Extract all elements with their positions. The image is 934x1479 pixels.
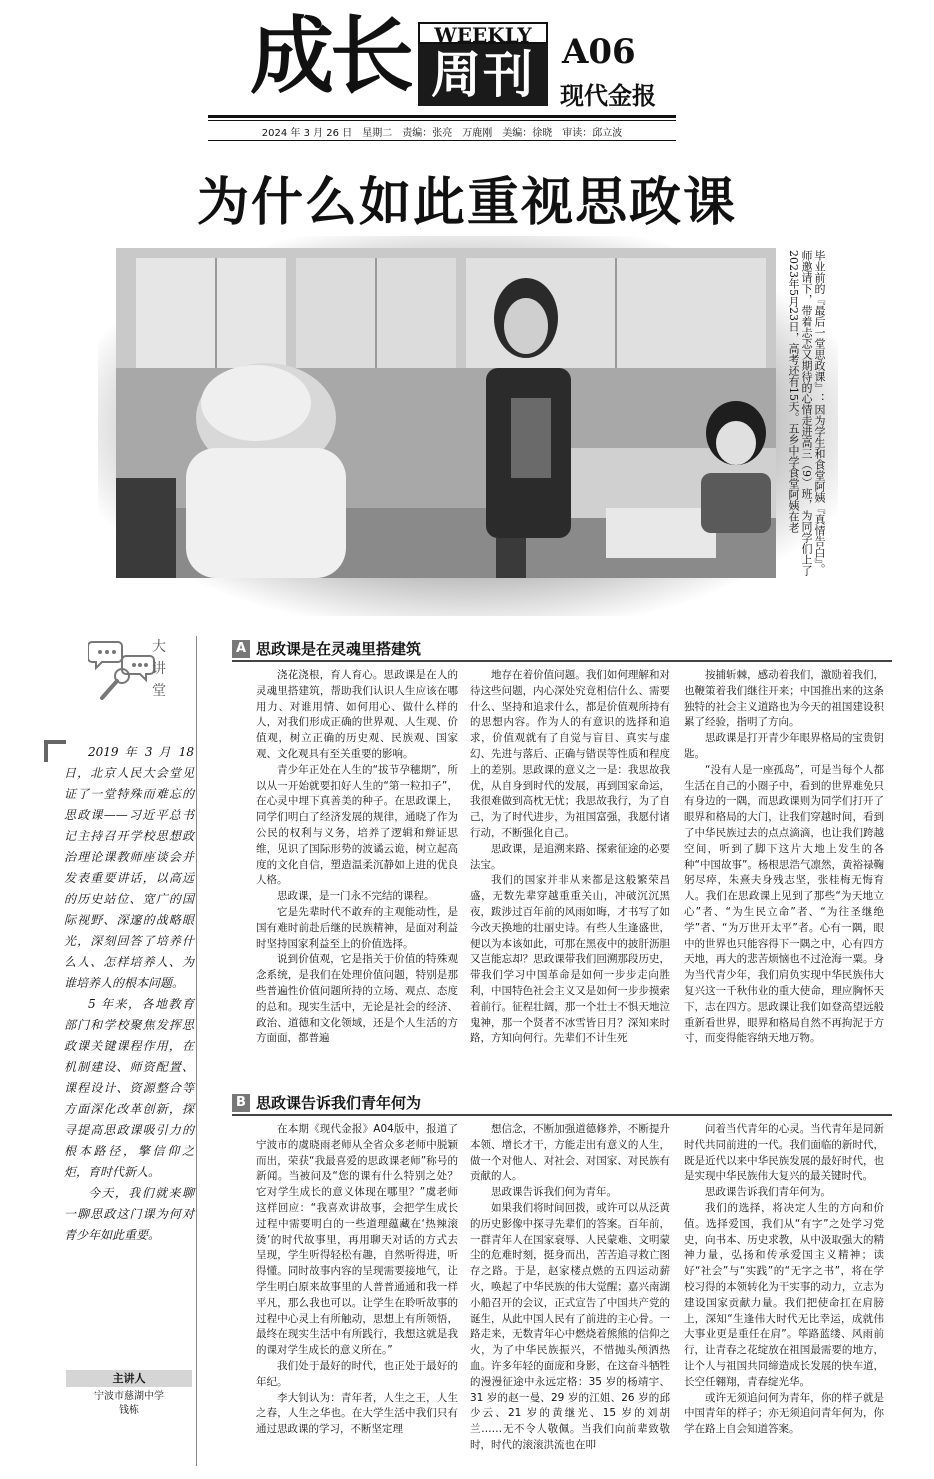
article-paragraph: 思政课，是追溯来路、探索征途的必要法宝。 [470,842,670,871]
dateline: 2024 年 3 月 26 日 星期二 责编：张亮 万鹿刚 美编：徐晓 审读：邱立波 [261,128,623,139]
article-paragraph: 思政课告诉我们青年何为。 [705,1186,831,1199]
section-a-column-1 [256,668,458,1068]
sidebar-label-char: 大 [152,639,166,655]
weekly-en-label: WEEKLY [418,22,548,44]
quote-bracket [44,740,66,762]
article-paragraph: 李大钊认为：青年者，人生之王，人生之春，人生之华也。在大学生活中我们只有通过思政课的学习，不断坚定理 [256,1391,458,1436]
section-b-column-1 [256,1122,458,1472]
host-info [66,1390,192,1418]
sidebar-paragraph: 5 年来，各地教育部门和学校聚焦发挥思政课关键课程作用，在机制建设、师资配置、课程设计、资源整合等方面深化改革创新，探寻提高思政课吸引力的根本路径，擎信仰之炬，育时代新人。 [64,997,194,1179]
sidebar-label-char: 堂 [152,683,166,699]
section-b-title: 思政课告诉我们青年何为 [256,1094,422,1112]
article-paragraph: 或许无须追问何为青年，你的样子就是中国青年的样子；亦无须追问青年何为，你学在路上自会知道答案。 [684,1391,884,1436]
masthead-rule-thin [208,120,676,121]
photo-caption: 毕业前的『最后一堂思政课』：因为学生和食堂阿姨『真情告白』。师邀请下，带着忐忑又期待的心情走进高三（9）班，为同学们上了2023年5月23日，高考还有15天。五乡中学食堂阿姨在老 [787,250,826,576]
article-paragraph: 思政课是打开青少年眼界格局的宝贵钥匙。 [684,732,884,760]
section-a-column-2 [470,668,670,1068]
sidebar-paragraph: 今天，我们就来聊一聊思政这门课为何对青少年如此重要。 [64,1186,194,1242]
section-b-column-2 [470,1122,670,1472]
article-paragraph: 它是先辈时代不敢弃的主观能动性，是国有难时前赴后继的民族精神，是面对利益时坚持国家利益至上的价值选择。 [256,905,458,950]
host-name: 钱栋 [119,1405,139,1416]
microphone-chat-icon [88,636,156,702]
article-paragraph: 在本期《现代金报》A04版中，报道了宁波市的虞晓雨老师从全省众多老师中脱颖而出，荣获“我最喜爱的思政课老师”称号的新闻。当被问及“您的课有什么特别之处？它对学生成长的意义体现在哪里？”虞老师这样回应：“我喜欢讲故事，会把学生成长过程中需要明白的一些道理蕴藏在‘热辣滚烫’的时代故事里，再用聊天对话的方式去呈现，学生听得轻松有趣，自然听得进，听得懂。同时故事内容的呈现需要接地气，让学生明白原来故事里的人普普通通和我一样平凡，那么我也可以。让学生在聆听故事的过程中心灵上有所触动，思想上有所领悟，最终在现实生活中有所践行，我想这就是我的课对学生成长的意义所在。” [256,1123,458,1357]
article-paragraph: 想信念，不断加强道德修养，不断提升本领、增长才干，方能走出有意义的人生，做一个对他人、对社会、对国家、对民族有贡献的人。 [470,1123,670,1183]
sidebar-divider [196,636,197,1466]
masthead-rule [208,115,676,118]
weekly-cn-label: 周刊 [431,45,535,104]
news-photo [116,248,776,578]
sidebar-column-label [152,636,174,702]
sidebar-label-char: 讲 [152,661,166,677]
section-a-rule [232,660,892,662]
article-paragraph: 浇花浇根，育人育心。思政课是在人的灵魂里搭建筑，帮助我们认识人生应该在哪用力、对谁用情、如何用心、做什么样的人，对我们形成正确的世界观、人生观、价值观，树立正确的历史观、民族观、国家观、文化观具有至关重要的影响。 [256,669,458,760]
masthead-title: 成长 [250,6,411,105]
section-b-rule [232,1114,892,1116]
article-paragraph: 我们的选择，将决定人生的方向和价值。选择爱国，我们从“有字”之处学习党史，向书本、历史求教，从中汲取强大的精神力量，弘扬和传承爱国主义精神；读好“社会”与“实践”的“无字之书”，将在学校习得的本领转化为干实事的动力，立志为建设国家贡献力量。我们把使命扛在肩膀上，深知“生逢伟大时代无比幸运，成就伟大事业更是重任在肩”。筚路蓝缕、风雨前行，让青春之花绽放在祖国最需要的地方，让个人与祖国共同缔造成长发展的快车道，长空任翱翔，青春绽光华。 [684,1201,884,1388]
weekly-logo [418,22,548,106]
host-school: 宁波市慈湖中学 [94,1391,164,1402]
section-b-column-3 [684,1122,884,1472]
article-paragraph: “没有人是一座孤岛”，可是当每个人都生活在自己的小圈子中，看到的世界难免只有身边的一隅，而思政课则为同学们打开了眼界和格局的大门，让我们穿越时间，看到了中华民族过去的点点滴滴，也让我们跨越空间，听到了脚下这片大地上发生的各种“中国故事”。杨根思浩气凛然，黄裕禄鞠躬尽瘁，朱熹夫身残志坚，张桂梅无悔育人。我们在思政课上见到了那些“为天地立心”者、“为生民立命”者、“为往圣继绝学”者、“为万世开太平”者。心有一隅，眼中的世界也只能容得下一隅之中，心有四方天地，再大的悲苦烦恼也不过沧海一粟。身为当代青少年，我们肩负实现中华民族伟大复兴这一千秋伟业的重大使命，理应胸怀天下，志在四方。思政课让我们如登高望远般重新看世界，眼界和格局自然不再拘泥于方寸，而变得能容纳天地万物。 [684,763,884,1045]
article-paragraph: 按捕斩棘，感动着我们，激励着我们，也鞭策着我们继往开来；中国推出来的这条独特的社会主义道路也为今天的祖国建设积累了经验，指明了方向。 [684,669,884,729]
section-a-title: 思政课是在灵魂里搭建筑 [256,640,422,658]
article-paragraph: 青少年正处在人生的“拔节孕穗期”，所以从一开始就要扣好人生的“第一粒扣子”，在心灵中埋下真善美的种子。在思政课上，同学们明白了经济发展的规律，通晓了作为公民的权利与义务，培养了逻辑和辩证思维，见识了国际形势的波谲云诡，树立起高度的文化自信，塑造温柔沉静如上进的优良人格。 [256,763,458,887]
photo-illustration [116,248,776,578]
article-paragraph: 问着当代青年的心灵。当代青年是同新时代共同前进的一代。我们面临的新时代，既是近代以来中华民族发展的最好时代，也是实现中华民族伟大复兴的最关键时代。 [684,1123,884,1183]
section-a-column-3 [684,668,884,1068]
article-paragraph: 说到价值观，它是指关于价值的特殊观念系统，是我们在处理价值问题，特别是那些普遍性价值问题所持的立场、观点、态度的总和。现实生活中，无论是社会的经济、政治、道德和文化领域，还是个人生活的方方面面，都普遍 [256,953,458,1045]
paper-name: 现代金报 [560,81,656,110]
article-paragraph: 思政课告诉我们何为青年。 [491,1186,617,1199]
headline: 为什么如此重视思政课 [196,173,737,233]
article-paragraph: 地存在着价值问题。我们如何理解和对待这些问题，内心深处究竟相信什么、需要什么、坚持和追求什么，都是价值观所持有的思想内容。作为人的有意识的选择和追求，价值观就有了自觉与盲目、真实与虚幻、先进与落后、正确与错误等性质和程度上的差别。思政课的意义之一是：我思故我优，从自身到时代的发展，再到国家命运，我很难做到高枕无忧；我思故我行，为了自己，为了时代进步，为祖国富强，我愿付诸行动，不断强化自己。 [470,669,670,839]
sidebar-intro [64,742,194,1246]
article-paragraph: 思政课，是一门永不完结的课程。 [277,890,435,903]
dateline-rule [208,140,676,141]
section-a-badge: A [232,640,250,658]
sidebar-paragraph: 2019 年 3 月 18 日，北京人民大会堂见证了一堂特殊而难忘的思政课——习近平总书记主持召开学校思想政治理论课教师座谈会并发表重要讲话，以高远的历史站位、宽广的国际视野、深邃的战略眼光，深刻回答了培养什么人、怎样培养人、为谁培养人的根本问题。 [64,745,194,990]
host-label: 主讲人 [66,1370,192,1387]
article-paragraph: 我们的国家并非从来都是这般繁荣昌盛，无数先辈穿越重重关山，冲破沉沉黑夜，跋涉过百年前的风雨如晦，才书写了如今改天换地的壮丽史诗。有些人生逢盛世，便以为本该如此，可那在黑夜中的披肝沥胆又岂能忘却？思政课带我们回溯那段历史，带我们学习中国革命是如何一步步走向胜利，中国特色社会主义又是如何一步步摸索着前行。征程壮阔，那一个壮士不惧天地泣鬼神，那一个贤者不冰雪皆日月？深知来时路，方知向何行。先辈们不计生死 [470,874,670,1045]
section-b-badge: B [232,1094,250,1112]
article-paragraph: 如果我们将时间回拨，或许可以从泛黄的历史影像中探寻先辈们的答案。百年前，一群青年人在国家衰辱、人民蒙难、文明蒙尘的危难时刻，挺身而出，苦苦追寻救亡图存之路。于是，赵家楼点燃的五四运动薪火，唤起了中华民族的伟大觉醒；嘉兴南湖小船召开的会议，正式宣告了中国共产党的诞生，从此中国人民有了前进的主心骨。一路走来，无数青年心中燃烧着熊熊的信仰之火，为了中华民族振兴，不惜抛头颅洒热血。许多年轻的面庞和身影，在这奋斗牺牲的漫漫征途中永远定格：35 岁的杨靖宇、31 岁的赵一曼、29 岁的江姐、26 岁的邱少云、21 岁的黄继光、15 岁的刘胡兰……无不令人敬佩。当我们向前辈致敬时，时代的滚滚洪流也在叩 [470,1201,670,1451]
page-code: A06 [562,32,636,72]
article-paragraph: 我们处于最好的时代，也正处于最好的年纪。 [256,1359,458,1388]
